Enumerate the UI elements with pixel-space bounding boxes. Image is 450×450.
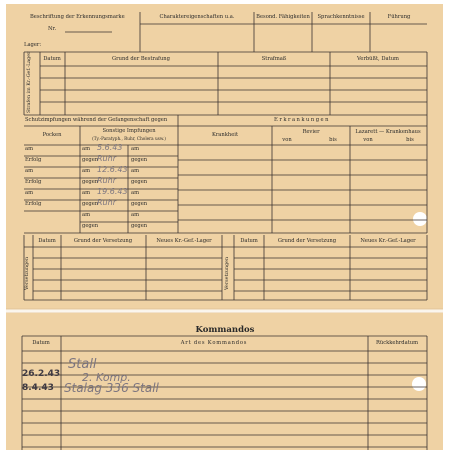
punishment-col-measure: Strafmaß	[261, 56, 287, 62]
kommando-text-3: Stalag 336 Stall	[64, 381, 159, 395]
kommando-date-1: 26.2.43	[22, 369, 61, 379]
nr-label: Nr.	[48, 26, 57, 32]
kommandos-col-return: Rückkehrdatum	[375, 340, 419, 346]
vaccination-other-prefix: gegen	[82, 201, 99, 207]
vaccination-handwritten-entry: Ruhr	[97, 176, 116, 185]
punishment-col-date: Datum	[43, 56, 61, 62]
vaccination-right-prefix: gegen	[131, 223, 148, 229]
transfer-col-camp-right: Neues Kr.-Gef.-Lager	[360, 238, 416, 244]
transfers-side-label-left: Versetzungen	[25, 256, 30, 290]
language-header: Sprachkenntnisse	[317, 14, 365, 20]
vaccination-pocken-cell: Erfolg	[25, 201, 42, 207]
transfer-col-camp-left: Neues Kr.-Gef.-Lager	[156, 238, 212, 244]
transfer-col-date-right: Datum	[240, 238, 258, 244]
kommando-text-1: Stall	[68, 357, 97, 372]
krankheit-label: Krankheit	[211, 132, 239, 138]
vaccination-other-prefix: gegen	[82, 179, 99, 185]
transfer-col-reason-left: Grund der Versetzung	[73, 238, 133, 244]
vaccination-other-prefix: am	[82, 146, 91, 152]
vaccination-header: Schutzimpfungen während der Gefangenschaft gegen	[25, 117, 168, 123]
punishment-side-label: Strafen im Kr.-Gef.-Lager	[27, 51, 32, 113]
illness-header: Erkrankungen	[274, 117, 330, 123]
abilities-header: Besond. Fähigkeiten	[256, 14, 310, 20]
vaccination-right-prefix: am	[131, 212, 140, 218]
lazarett-label: Lazarett — Krankenhaus	[355, 129, 421, 135]
kommando-date-3: 8.4.43	[22, 383, 54, 393]
vaccination-right-prefix: am	[131, 190, 140, 196]
vaccination-right-prefix: gegen	[131, 157, 148, 163]
lazarett-to: bis	[406, 137, 414, 143]
transfer-col-date-left: Datum	[38, 238, 56, 244]
transfer-col-reason-right: Grund der Versetzung	[277, 238, 337, 244]
conduct-header: Führung	[387, 14, 411, 20]
vaccination-other-prefix: am	[82, 190, 91, 196]
vaccination-handwritten-entry: 19.6.43	[97, 187, 128, 196]
vaccination-other-prefix: gegen	[82, 157, 99, 163]
vaccination-other-prefix: am	[82, 212, 91, 218]
vaccination-pocken-cell: am	[25, 190, 34, 196]
vaccination-other-prefix: gegen	[82, 223, 99, 229]
kommandos-title: Kommandos	[195, 325, 255, 335]
vaccination-handwritten-entry: Ruhr	[97, 198, 116, 207]
vaccination-pocken-cell: Erfolg	[25, 179, 42, 185]
vaccination-pocken-cell: am	[25, 168, 34, 174]
transfers-side-label-right: Versetzungen	[225, 256, 230, 290]
other-vaccinations-label: Sonstige Impfungen	[102, 128, 156, 134]
kommando-text-2: 2. Komp.	[82, 371, 131, 384]
character-header: Charaktereigenschaften u.a.	[159, 14, 235, 20]
other-vaccinations-sub: (Ty.-Paratyph., Ruhr, Cholera usw.)	[92, 136, 166, 141]
punishment-col-served: Verbüßt, Datum	[357, 56, 399, 62]
lazarett-from: von	[363, 137, 373, 143]
vaccination-handwritten-entry: Ruhr	[97, 154, 116, 163]
vaccination-right-prefix: gegen	[131, 201, 148, 207]
lager-label: Lager:	[24, 42, 42, 48]
id-tag-header: Beschriftung der Erkennungsmarke	[30, 14, 125, 20]
vaccination-right-prefix: gegen	[131, 179, 148, 185]
kommandos-col-date: Datum	[32, 340, 50, 346]
revier-label: Revier	[302, 129, 320, 135]
vaccination-handwritten-entry: 12.6.43	[97, 165, 128, 174]
vaccination-right-prefix: am	[131, 168, 140, 174]
vaccination-handwritten-entry: 5.6.43	[97, 143, 123, 152]
revier-from: von	[282, 137, 292, 143]
vaccination-pocken-cell: Erfolg	[25, 157, 42, 163]
vaccination-right-prefix: am	[131, 146, 140, 152]
kommandos-col-type: Art des Kommandos	[180, 340, 248, 346]
vaccination-other-prefix: am	[82, 168, 91, 174]
punishment-col-reason: Grund der Bestrafung	[112, 56, 170, 62]
vaccination-pocken-cell: am	[25, 146, 34, 152]
pocken-label: Pocken	[42, 132, 62, 138]
revier-to: bis	[329, 137, 337, 143]
